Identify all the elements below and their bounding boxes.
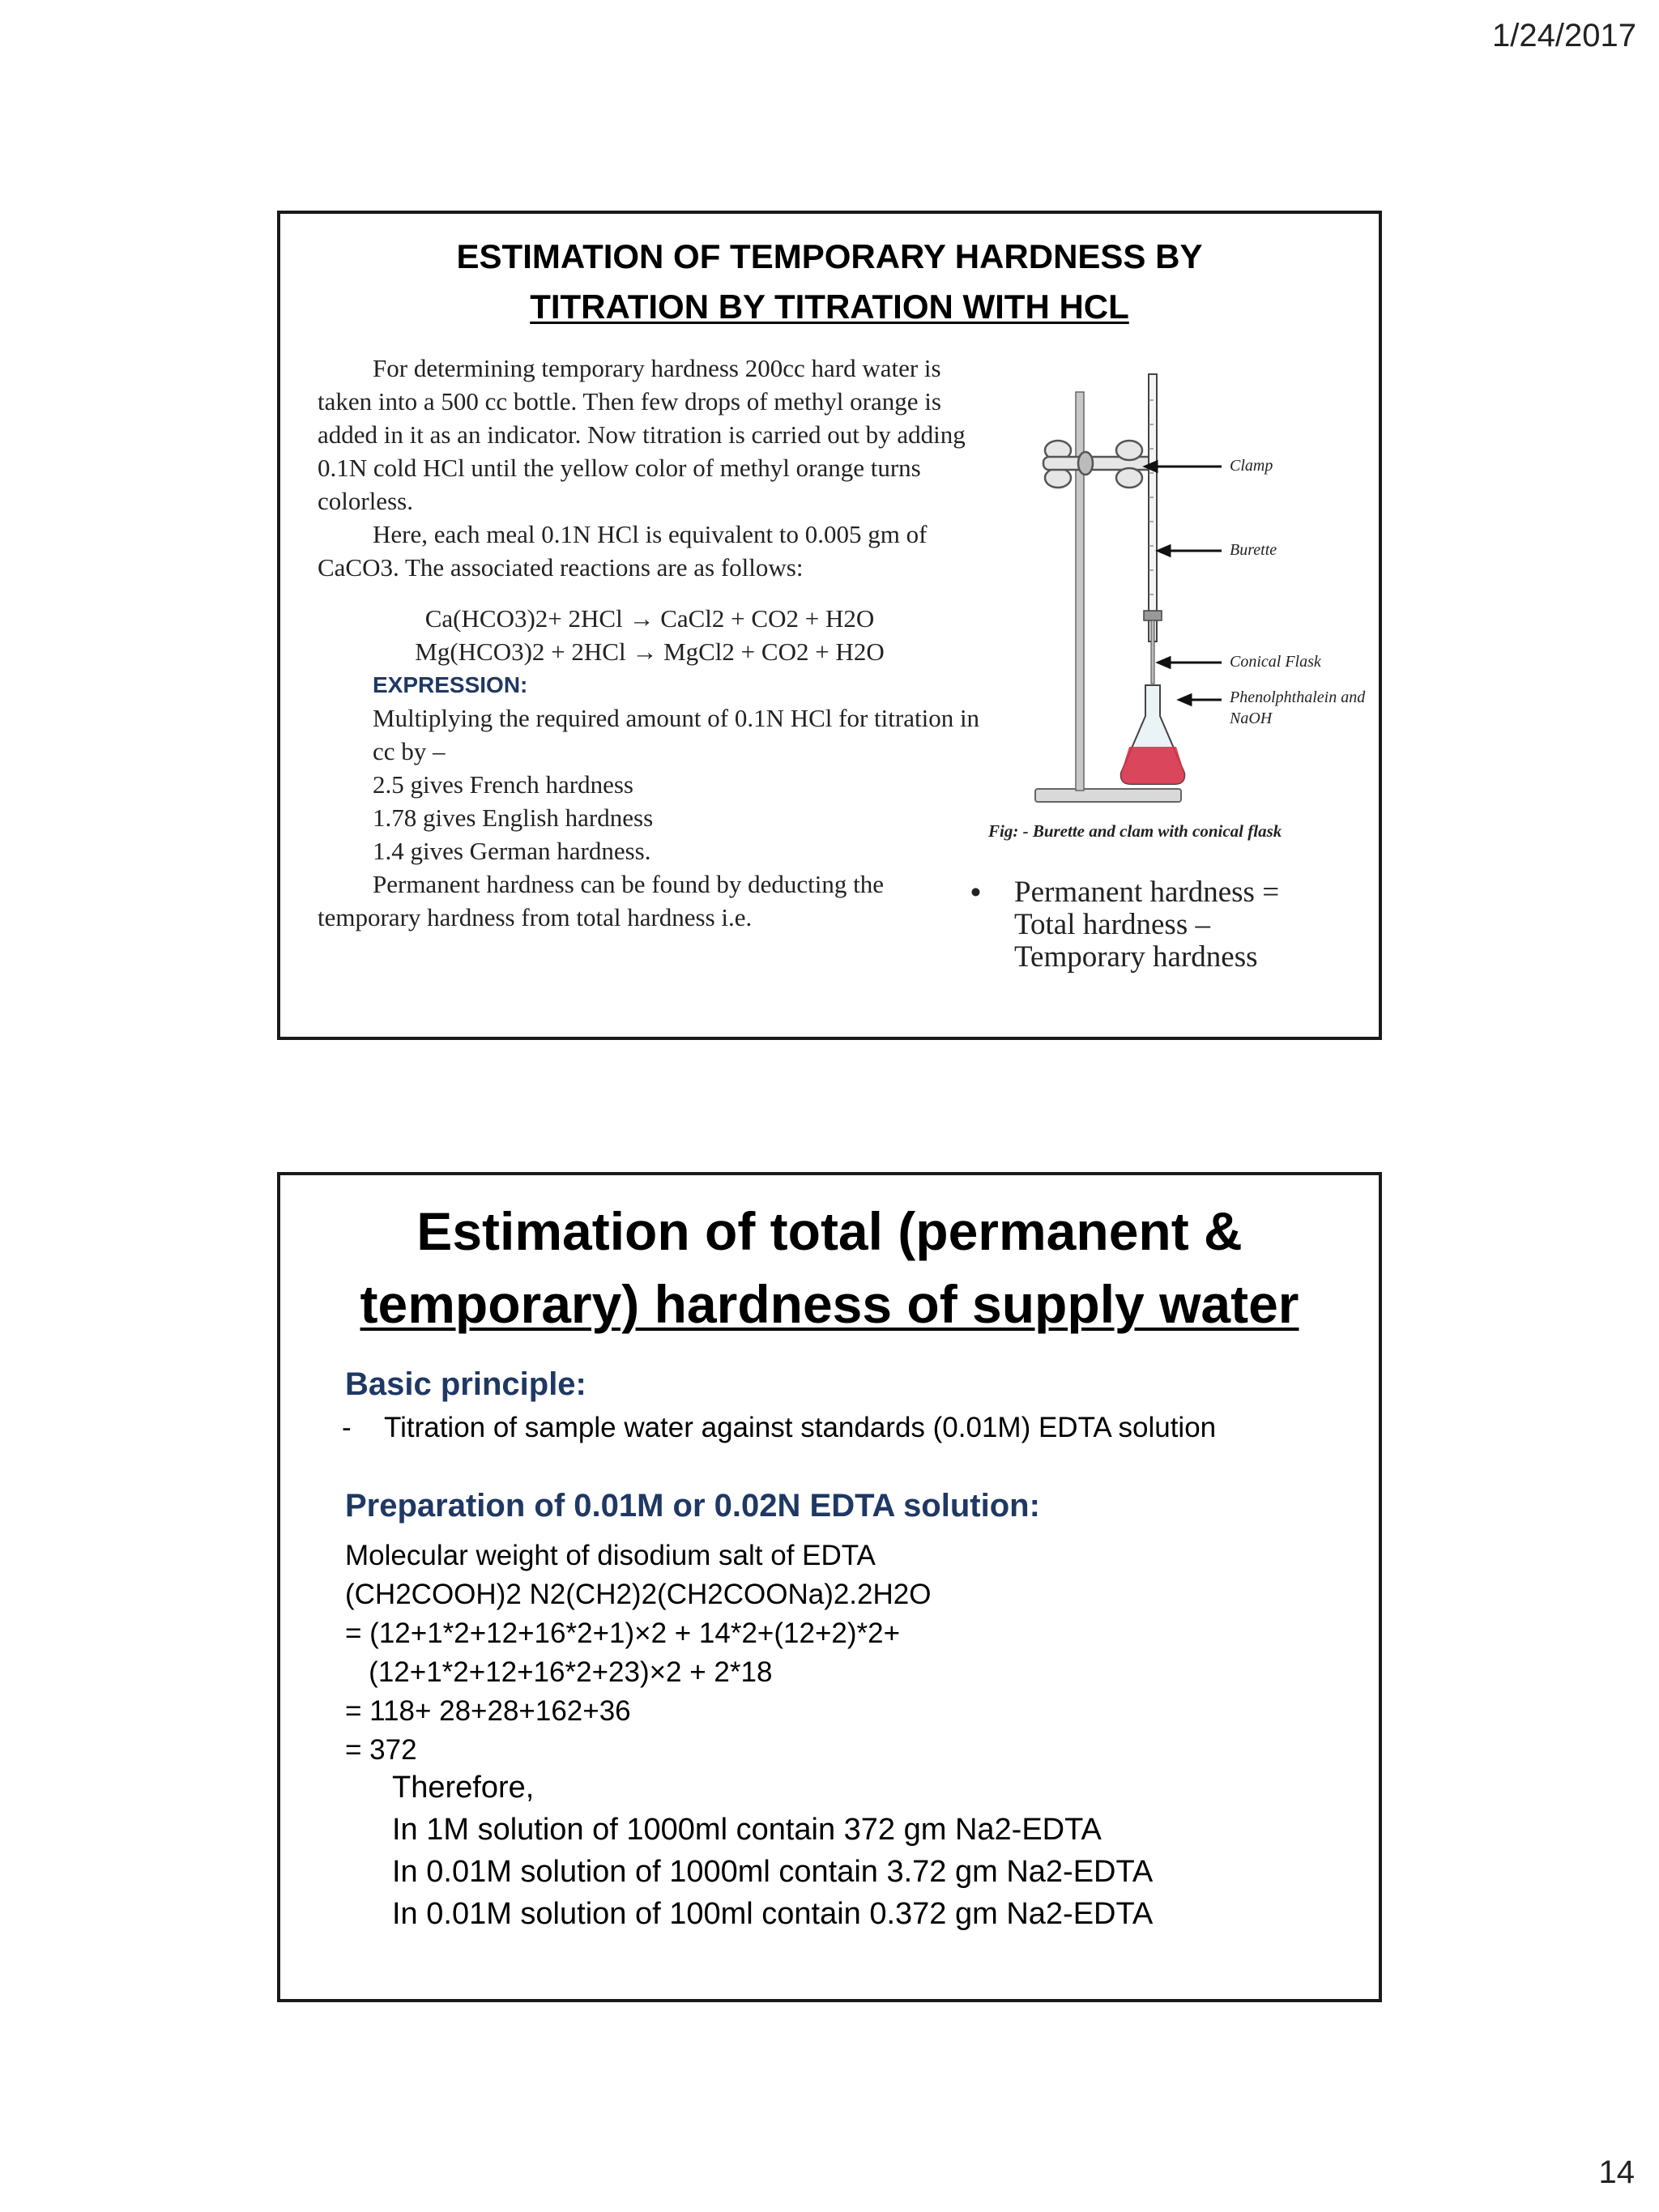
slide1-title bbox=[280, 232, 1379, 332]
expression-line: 1.4 gives German hardness. bbox=[373, 837, 651, 865]
expression-para: Multiplying the required amount of 0.1N HCl for titration in bbox=[373, 704, 980, 732]
bullet-line: Total hardness – bbox=[1014, 908, 1210, 941]
molecular-weight-calculation bbox=[345, 1536, 931, 1770]
figure-label-indicator: Phenolphthalein and bbox=[1230, 688, 1366, 706]
page-date: 1/24/2017 bbox=[1492, 18, 1636, 53]
therefore-line: In 0.01M solution of 100ml contain 0.372 gm Na2-EDTA bbox=[392, 1897, 1154, 1931]
slide1-para1: For determining temporary hardness 200cc hard water is taken into a 500 cc bottle. Then few drops of methyl orange is added in it as an indicator. Now titration is carried out by adding 0.1N cold HCl until the yellow color of methyl orange turns colorless. bbox=[318, 354, 966, 515]
slide-total-hardness bbox=[277, 1172, 1382, 2002]
basic-principle-heading: Basic principle: bbox=[345, 1366, 586, 1402]
therefore-block bbox=[392, 1767, 1153, 1935]
calc-line: = 372 bbox=[345, 1734, 417, 1766]
bullet-line: Permanent hardness = bbox=[1014, 876, 1280, 909]
figure-label-burette: Burette bbox=[1230, 541, 1277, 559]
calc-line: = 118+ 28+28+162+36 bbox=[345, 1695, 631, 1727]
slide2-title bbox=[280, 1195, 1379, 1340]
slide2-title-line1: Estimation of total (permanent & bbox=[416, 1201, 1243, 1261]
expression-line: 1.78 gives English hardness bbox=[373, 803, 654, 832]
reaction-equation-2: Mg(HCO3)2 + 2HCl → MgCl2 + CO2 + H2O bbox=[415, 637, 885, 666]
preparation-heading: Preparation of 0.01M or 0.02N EDTA solution: bbox=[345, 1488, 1040, 1524]
expression-line: 2.5 gives French hardness bbox=[373, 770, 633, 799]
slide-temporary-hardness bbox=[277, 211, 1382, 1040]
calc-line: = (12+1*2+12+16*2+1)×2 + 14*2+(12+2)*2+ bbox=[345, 1617, 901, 1649]
slide1-title-line2: TITRATION BY TITRATION WITH HCL bbox=[530, 288, 1129, 326]
page-number: 14 bbox=[1598, 2154, 1635, 2190]
permanent-hardness-bullet bbox=[970, 876, 1359, 974]
calc-line: (CH2COOH)2 N2(CH2)2(CH2COONa)2.2H2O bbox=[345, 1579, 932, 1610]
expression-para2: Permanent hardness can be found by deducting the temporary hardness from total hardness i.e. bbox=[318, 870, 885, 931]
slide2-title-line2: temporary) hardness of supply water bbox=[360, 1274, 1299, 1334]
figure-label-clamp: Clamp bbox=[1230, 457, 1273, 475]
figure-label-conical-flask: Conical Flask bbox=[1230, 653, 1321, 671]
reaction-equation-1: Ca(HCO3)2+ 2HCl → CaCl2 + CO2 + H2O bbox=[424, 604, 875, 633]
bullet-line: Temporary hardness bbox=[1014, 940, 1258, 974]
burette-figure bbox=[987, 368, 1375, 854]
slide1-title-line1: ESTIMATION OF TEMPORARY HARDNESS BY bbox=[456, 237, 1203, 275]
calc-line: Molecular weight of disodium salt of EDTA bbox=[345, 1540, 876, 1571]
calc-line: (12+1*2+12+16*2+23)×2 + 2*18 bbox=[345, 1656, 773, 1688]
therefore-line: Therefore, bbox=[392, 1771, 535, 1805]
bullet-dot: • bbox=[970, 876, 981, 909]
basic-principle-item bbox=[342, 1412, 1216, 1444]
expression-cc: cc by – bbox=[373, 737, 446, 765]
dash-marker: - bbox=[342, 1412, 352, 1443]
figure-caption: Fig: - Burette and clam with conical flask bbox=[988, 821, 1282, 841]
slide1-para2: Here, each meal 0.1N HCl is equivalent to 0.005 gm of CaCO3. The associated reactions are as follows: bbox=[318, 520, 928, 582]
therefore-line: In 0.01M solution of 1000ml contain 3.72 gm Na2-EDTA bbox=[392, 1855, 1154, 1889]
figure-label-naoh: NaOH bbox=[1230, 710, 1273, 727]
expression-label: EXPRESSION: bbox=[373, 672, 528, 697]
burette-stand-illustration bbox=[987, 368, 1375, 821]
therefore-line: In 1M solution of 1000ml contain 372 gm Na2-EDTA bbox=[392, 1813, 1102, 1847]
slide1-body bbox=[318, 352, 982, 934]
basic-principle-text: Titration of sample water against standards (0.01M) EDTA solution bbox=[384, 1412, 1217, 1443]
